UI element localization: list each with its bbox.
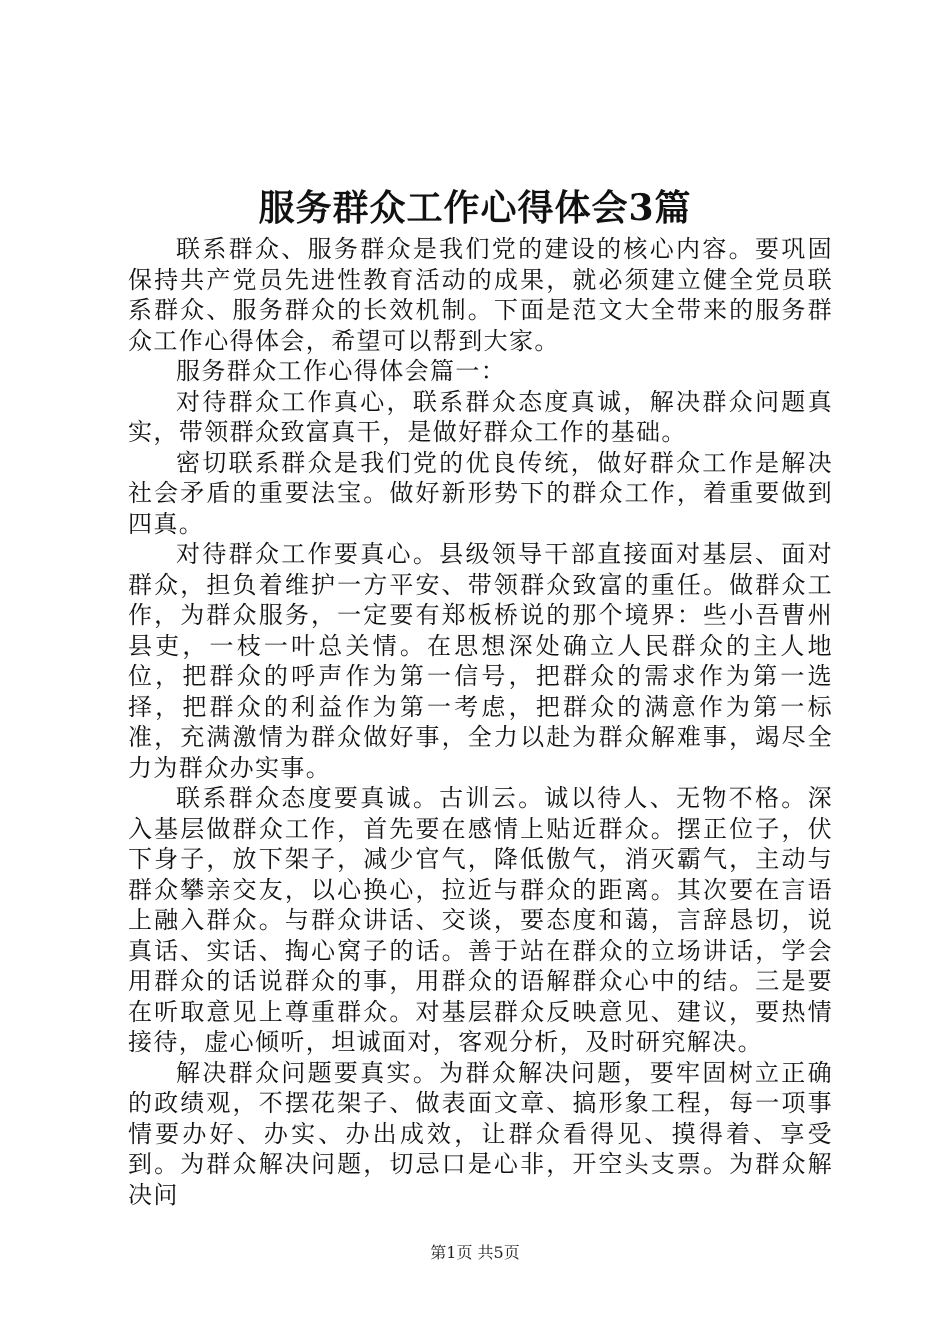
paragraph-intro: 联系群众、服务群众是我们党的建设的核心内容。要巩固保持共产党员先进性教育活动的成果，就必须建立健全党员联系群众、服务群众的长效机制。下面是范文大全带来的服务群众工作心得体会，希望可以帮到大家。: [128, 235, 833, 355]
paragraph-four-truths: 密切联系群众是我们党的优良传统，做好群众工作是解决社会矛盾的重要法宝。做好新形势下的群众工作，着重要做到四真。: [128, 448, 833, 538]
page-title: 服务群众工作心得体会3篇: [258, 187, 692, 229]
paragraph-section-heading: 服务群众工作心得体会篇一：: [176, 357, 507, 385]
paragraph-real-solutions: 解决群众问题要真实。为群众解决问题，要牢固树立正确的政绩观，不摆花架子、做表面文章、搞形象工程，每一项事情要办好、办实、办出成效，让群众看得见、摸得着、享受到。为群众解决问题，切忌口是心非，开空头支票。为群众解决问: [128, 1058, 833, 1209]
paragraph-sincere-heart: 对待群众工作要真心。县级领导干部直接面对基层、面对群众，担负着维护一方平安、带领群众致富的重任。做群众工作，为群众服务，一定要有郑板桥说的那个境界：些小吾曹州县吏，一枝一叶总关情。在思想深处确立人民群众的主人地位，把群众的呼声作为第一信号，把群众的需求作为第一选择，把群众的利益作为第一考虑，把群众的满意作为第一标准，充满激情为群众做好事，全力以赴为群众解难事，竭尽全力为群众办实事。: [128, 540, 833, 782]
paragraph-summary: 对待群众工作真心，联系群众态度真诚，解决群众问题真实，带领群众致富真干，是做好群众工作的基础。: [128, 387, 833, 446]
paragraph-sincere-attitude: 联系群众态度要真诚。古训云。诚以待人、无物不格。深入基层做群众工作，首先要在感情上贴近群众。摆正位子，伏下身子，放下架子，减少官气，降低傲气，消灭霸气，主动与群众攀亲交友，以心换心，拉近与群众的距离。其次要在言语上融入群众。与群众讲话、交谈，要态度和蔼，言辞恳切，说真话、实话、掏心窝子的话。善于站在群众的立场讲话，学会用群众的话说群众的事，用群众的语解群众心中的结。三是要在听取意见上尊重群众。对基层群众反映意见、建议，要热情接待，虚心倾听，坦诚面对，客观分析，及时研究解决。: [128, 784, 833, 1056]
page-number-footer: 第1页 共5页: [430, 1243, 520, 1262]
document-body: [128, 234, 833, 1210]
